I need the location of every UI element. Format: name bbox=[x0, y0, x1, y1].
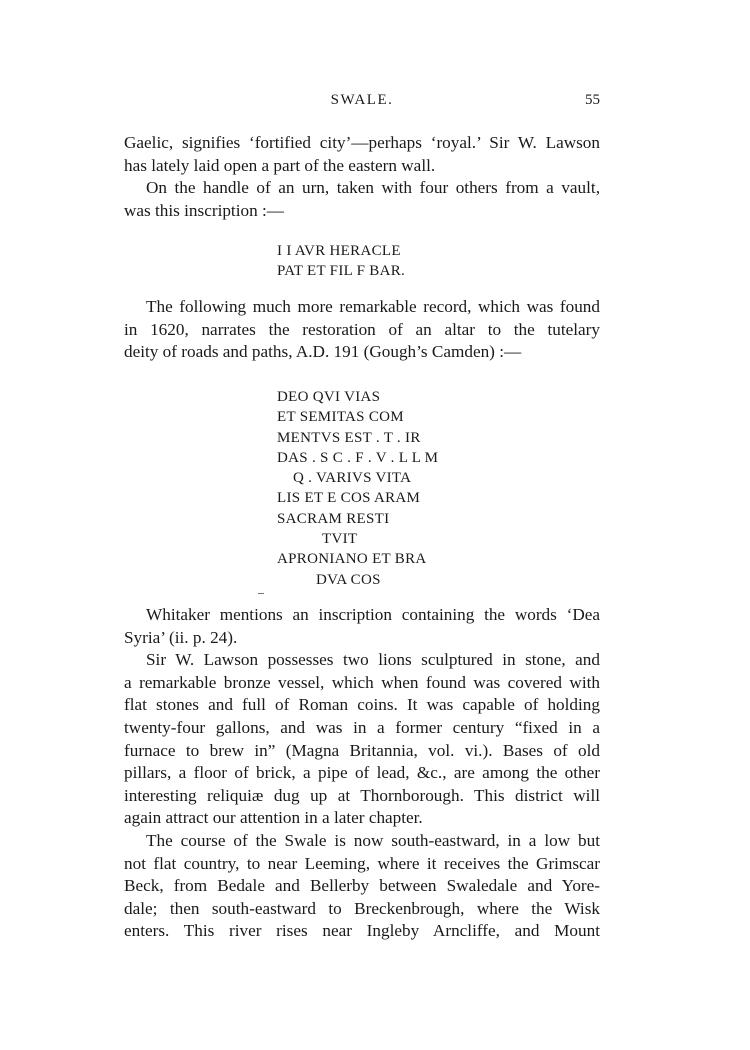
text-line: Syria’ (ii. p. 24). bbox=[124, 627, 238, 647]
paragraph-altar-record bbox=[124, 296, 600, 364]
text-line: Beck, from Bedale and Bellerby between Swaledale and Yore- bbox=[124, 876, 600, 896]
text-line: Sir W. Lawson possesses two lions sculptured in stone, and bbox=[146, 650, 600, 670]
inscription-line: ET SEMITAS COM bbox=[277, 409, 404, 426]
text-line: enters. This river rises near Ingleby Arncliffe, and Mount bbox=[124, 921, 600, 941]
running-head bbox=[124, 92, 600, 116]
stray-mark bbox=[258, 593, 264, 594]
paragraph-lawson-wall bbox=[124, 132, 600, 222]
altar-inscription bbox=[0, 387, 750, 590]
urn-inscription bbox=[0, 241, 750, 282]
inscription-line: DVA COS bbox=[316, 571, 381, 588]
inscription-line: I I AVR HERACLE bbox=[277, 243, 401, 259]
inscription-line: TVIT bbox=[322, 531, 358, 548]
paragraph-remaining-text bbox=[124, 604, 600, 943]
inscription-line: PAT ET FIL F BAR. bbox=[277, 263, 406, 280]
text-line: deity of roads and paths, A.D. 191 (Gough’s Camden) :— bbox=[124, 342, 522, 362]
chapter-title: SWALE. bbox=[330, 92, 394, 108]
text-line: pillars, a floor of brick, a pipe of lead, &c., are among the other bbox=[124, 763, 600, 783]
text-line: Gaelic, signifies ‘fortified city’—perhaps ‘royal.’ Sir W. Lawson bbox=[124, 133, 600, 152]
text-line: twenty-four gallons, and was in a former century “fixed in a bbox=[124, 717, 600, 737]
text-line: again attract our attention in a later chapter. bbox=[124, 808, 423, 828]
text-line: in 1620, narrates the restoration of an altar to the tutelary bbox=[124, 319, 600, 339]
page-number: 55 bbox=[585, 92, 600, 108]
text-line: Whitaker mentions an inscription containing the words ‘Dea bbox=[146, 605, 600, 624]
inscription-line: Q . VARIVS VITA bbox=[293, 470, 412, 487]
text-line: The following much more remarkable record, which was found bbox=[146, 297, 600, 316]
text-line: was this inscription :— bbox=[124, 200, 284, 220]
inscription-line: DEO QVI VIAS bbox=[277, 389, 381, 405]
text-line: has lately laid open a part of the eastern wall. bbox=[124, 155, 436, 175]
text-line: a remarkable bronze vessel, which when found was covered with bbox=[124, 672, 600, 692]
inscription-line: DAS . S C . F . V . L L M bbox=[277, 449, 439, 466]
text-line: The course of the Swale is now south-eastward, in a low but bbox=[146, 830, 600, 850]
inscription-line: SACRAM RESTI bbox=[277, 510, 390, 527]
text-line: flat stones and full of Roman coins. It was capable of holding bbox=[124, 695, 600, 715]
text-line: not flat country, to near Leeming, where it receives the Grimscar bbox=[124, 853, 600, 873]
inscription-line: LIS ET E COS ARAM bbox=[277, 490, 421, 507]
inscription-line: MENTVS EST . T . IR bbox=[277, 429, 421, 446]
text-line: On the handle of an urn, taken with four others from a vault, bbox=[146, 178, 600, 198]
text-line: dale; then south-eastward to Breckenbrough, where the Wisk bbox=[124, 898, 600, 918]
text-line: furnace to brew in” (Magna Britannia, vol. vi.). Bases of old bbox=[124, 740, 600, 760]
text-line: interesting reliquiæ dug up at Thornborough. This district will bbox=[124, 785, 600, 805]
inscription-line: APRONIANO ET BRA bbox=[277, 551, 427, 568]
